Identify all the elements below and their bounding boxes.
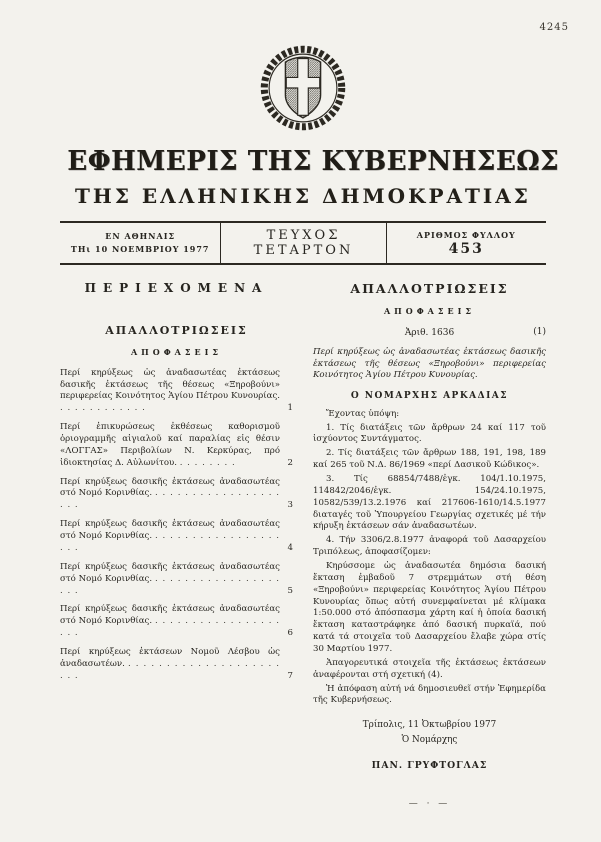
toc-page-number: 4	[285, 543, 293, 555]
issue-number-label: ΑΡΙΘΜΟΣ ΦΥΛΛΟΥ	[416, 229, 516, 240]
toc-item	[60, 368, 293, 415]
decision-having: Ἔχοντας ὑπόψη:	[326, 408, 400, 419]
toc-item-text: Περί κηρύξεως δασικῆς ἐκτάσεως ἀναδασωτέας στό Νομό Κορινθίας.	[60, 604, 280, 627]
consideration-paragraph: 2. Τίς διατάξεις τῶν ἄρθρων 188, 191, 198, 189 καί 265 τοῦ Ν.Δ. 86/1969 «περί Δασικοῦ Κώδικος».	[313, 448, 546, 471]
signature-name: ΠΑΝ. ΓΡΥΦΤΟΓΛΑΣ	[371, 759, 488, 771]
gazette-subtitle: ΤΗΣ ΕΛΛΗΝΙΚΗΣ ΔΗΜΟΚΡΑΤΙΑΣ	[75, 184, 531, 208]
signature-block	[313, 719, 546, 772]
toc-item	[60, 604, 293, 640]
issue-info-bar	[60, 221, 546, 265]
decision-subsection-heading: ΑΠΟΦΑΣΕΙΣ	[383, 306, 476, 317]
decision-authority: Ο ΝΟΜΑΡΧΗΣ ΑΡΚΑΔΙΑΣ	[350, 391, 509, 402]
decision-body-paragraph: Ἀπαγορευτικά στοιχεῖα τῆς ἐκτάσεως ἐκτάσεων ἀναφέρονται στή σχετική (4).	[313, 657, 546, 680]
toc-page-number: 5	[285, 586, 293, 598]
toc-page-number: 2	[285, 458, 293, 470]
contents-column	[60, 280, 293, 811]
toc-item	[60, 519, 293, 555]
toc-item-text: Περί κηρύξεως δασικῆς ἐκτάσεως ἀναδασωτέας στό Νομό Κορινθίας.	[60, 519, 280, 542]
issue-number-value: 453	[448, 240, 484, 257]
issue-date: ΤΗι 10 ΝΟΕΜΒΡΙΟΥ 1977	[70, 244, 210, 254]
decision-number-row	[313, 327, 546, 339]
toc-leader-dots: . . . . . . . . . . . . . . . . . . . .	[60, 573, 281, 596]
toc-item-text: Περί κηρύξεως δασικῆς ἐκτάσεως ἀναδασωτέας στό Νομό Κορινθίας.	[60, 476, 280, 499]
body-columns	[60, 280, 546, 811]
consideration-paragraph: 4. Τήν 3306/2.8.1977 ἀναφορά τοῦ Δασαρχείου Τριπόλεως, ἀποφασίζομεν:	[313, 535, 546, 558]
contents-section-heading: ΑΠΑΛΛΟΤΡΙΩΣΕΙΣ	[105, 323, 248, 337]
toc-item	[60, 647, 293, 683]
issue-number-cell	[386, 223, 546, 263]
decision-section-heading: ΑΠΑΛΛΟΤΡΙΩΣΕΙΣ	[350, 281, 509, 296]
toc-item-text: Περί ἐπικυρώσεως ἐκθέσεως καθορισμοῦ ὁριογραμμῆς αἰγιαλοῦ καί παραλίας εἰς θέσιν «ΛΟΓΓΑΣ» Περιβολίων Ν. Κερκύρας, πρό ἰδιοκτησίας Δ. Αὐλωνίτου.	[60, 422, 280, 468]
masthead	[60, 44, 560, 208]
toc-item	[60, 422, 293, 469]
decision-column	[313, 280, 546, 811]
toc-leader-dots: . . . . . . . . . . . . . . . . . . . . . . .	[60, 658, 280, 681]
folio-number: 4245	[539, 22, 569, 33]
toc-leader-dots: . . . . . . . . . . . . . . . . . . . .	[60, 531, 281, 553]
consideration-paragraph: 1. Τίς διατάξεις τῶν ἄρθρων 24 καί 117 τοῦ ἰσχύοντος Συντάγματος.	[313, 422, 546, 445]
toc-leader-dots: . . . . . . . . . . . . . . . . . . . .	[60, 488, 281, 511]
toc-item-text: Περί κηρύξεως ἐκτάσεων Νομοῦ Λέσβου ὡς ἀναδασωτέων.	[60, 646, 280, 669]
toc-item-text: Περί κηρύξεως ὡς ἀναδασωτέας ἐκτάσεως δασικῆς ἐκτάσεως τῆς θέσεως «Ξηροβούνι» περιφερείας Κοινότητος Ἁγίου Πέτρου Κυνουρίας.	[60, 367, 280, 402]
toc-leader-dots: . . . . . . . .	[179, 457, 236, 468]
toc-page-number: 1	[285, 403, 293, 415]
issue-place: ΕΝ ΑΘΗΝΑΙΣ	[105, 231, 176, 242]
decision-body-paragraph: Κηρύσσομε ὡς ἀναδασωτέα δημόσια δασική ἔκταση ἐμβαδοῦ 7 στρεμμάτων στή θέση «Ξηροβούνι» περιφερείας Κοινότητος Ἁγίου Πέτρου Κυνουρίας ὅπως αὐτή συνεμφαίνεται μέ κλίμακα 1:50.000 στό ἀπόσπασμα χάρτη καί ἡ ὁποία δασική ἔκταση καταστράφηκε ἀπό δασική πυρκαϊά, πού κατά τά στοιχεῖα τοῦ Δασαρχείου ἔλαβε χώρα στίς 30 Μαρτίου 1977.	[313, 560, 546, 654]
decision-subject: Περί κηρύξεως ὡς ἀναδασωτέας ἐκτάσεως δασικῆς ἐκτάσεως τῆς θέσεως «Ξηροβούνι» περιφερείας Κοινότητος Ἁγίου Πέτρου Κυνουρίας.	[313, 346, 546, 381]
issue-place-date	[60, 223, 220, 263]
decision-ref-number: (1)	[533, 327, 546, 338]
decision-number: Ἀριθ. 1636	[404, 328, 455, 339]
contents-title: ΠΕΡΙΕΧΟΜΕΝΑ	[84, 281, 269, 295]
greek-coat-of-arms-icon	[259, 44, 347, 136]
issue-type: ΤΕΥΧΟΣ ΤΕΤΑΡΤΟΝ	[220, 223, 385, 263]
toc-page-number: 6	[285, 628, 293, 640]
contents-subsection-heading: ΑΠΟΦΑΣΕΙΣ	[130, 346, 223, 357]
signature-title: Ὁ Νομάρχης	[401, 735, 458, 746]
toc-leader-dots: . . . . . . . . . . . . . . . . . . . .	[60, 616, 281, 639]
toc-page-number: 7	[285, 671, 293, 683]
toc-item-text: Περί κηρύξεως δασικῆς ἐκτάσεως ἀναδασωτέας στό Νομό Κορινθίας.	[60, 561, 280, 584]
gazette-title: ΕΦΗΜΕΡΙΣ ΤΗΣ ΚΥΒΕΡΝΗΣΕΩΣ	[67, 146, 560, 177]
toc-item	[60, 477, 293, 513]
emblem-wrap	[60, 44, 546, 136]
toc-leader-dots: . . . . . . . . . . . .	[60, 403, 146, 414]
consideration-paragraph: 3. Τίς 68854/7488/ἐγκ. 104/1.10.1975, 114842/2046/ἐγκ. 154/24.10.1975, 10582/539/13.2.1976 καί 217606-1610/14.5.1977 διαταγές τοῦ Ὑπουργείου Γεωργίας σχετικές μέ τήν κήρυξη ἐκτάσεων σάν ἀναδασωτέων.	[313, 473, 546, 532]
footer-ornament: — · —	[408, 799, 451, 810]
toc-item	[60, 562, 293, 598]
toc-page-number: 3	[285, 500, 293, 512]
signature-place-date: Τρίπολις, 11 Ὀκτωβρίου 1977	[362, 720, 497, 731]
decision-body-paragraph: Ἡ ἀπόφαση αὐτή νά δημοσιευθεῖ στήν Ἐφημερίδα τῆς Κυβερνήσεως.	[313, 683, 546, 706]
